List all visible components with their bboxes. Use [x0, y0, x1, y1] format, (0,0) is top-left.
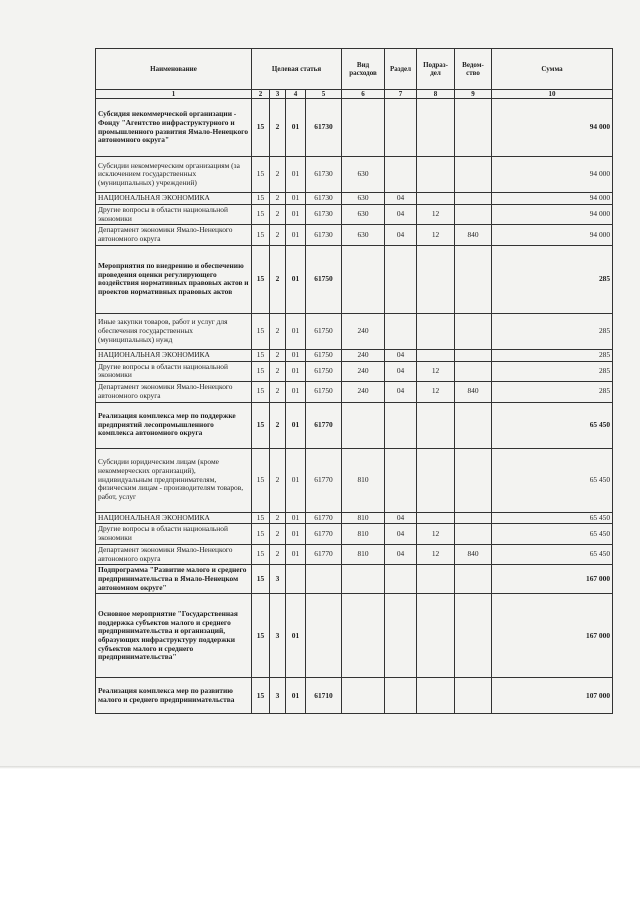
column-number: 3 [270, 90, 286, 99]
target-activity: 01 [286, 524, 306, 544]
subsection-cell [417, 678, 455, 714]
table-row [96, 594, 613, 678]
amount-cell: 65 450 [492, 544, 613, 564]
department-cell [455, 361, 492, 381]
target-activity: 01 [286, 349, 306, 361]
table-body [96, 99, 613, 714]
column-number: 6 [342, 90, 385, 99]
subsection-cell [417, 402, 455, 448]
target-activity: 01 [286, 225, 306, 245]
expense-type-cell [342, 565, 385, 594]
header-section: Раздел [385, 49, 417, 90]
column-number: 2 [252, 90, 270, 99]
target-program: 15 [252, 225, 270, 245]
expense-type-cell: 810 [342, 448, 385, 512]
expense-type-cell: 240 [342, 313, 385, 349]
target-direction: 61730 [306, 99, 342, 157]
column-number-row [96, 90, 613, 99]
row-name: Департамент экономики Ямало-Ненецкого автономного округа [96, 225, 252, 245]
row-name: Основное мероприятие "Государственная поддержка субъектов малого и среднего предпринимательства и организаций, образующих инфраструктуру поддержки субъектов малого и среднего предпринимательства" [96, 594, 252, 678]
subsection-cell: 12 [417, 544, 455, 564]
amount-cell: 285 [492, 361, 613, 381]
section-cell [385, 402, 417, 448]
target-subprogram: 2 [270, 382, 286, 402]
target-activity: 01 [286, 448, 306, 512]
amount-cell: 167 000 [492, 594, 613, 678]
table-header-row [96, 49, 613, 90]
table-row [96, 204, 613, 224]
row-name: Иные закупки товаров, работ и услуг для обеспечения государственных (муниципальных) нужд [96, 313, 252, 349]
department-cell [455, 678, 492, 714]
department-cell [455, 594, 492, 678]
subsection-cell [417, 313, 455, 349]
target-program: 15 [252, 524, 270, 544]
target-subprogram: 2 [270, 313, 286, 349]
target-activity: 01 [286, 361, 306, 381]
row-name: Субсидии некоммерческим организациям (за исключением государственных (муниципальных) учреждений) [96, 157, 252, 193]
target-subprogram: 2 [270, 512, 286, 524]
table-row [96, 349, 613, 361]
subsection-cell [417, 594, 455, 678]
target-activity: 01 [286, 382, 306, 402]
section-cell: 04 [385, 382, 417, 402]
table-row [96, 361, 613, 381]
target-activity: 01 [286, 204, 306, 224]
column-number: 1 [96, 90, 252, 99]
subsection-cell: 12 [417, 204, 455, 224]
table-row [96, 512, 613, 524]
target-activity: 01 [286, 245, 306, 313]
column-number: 4 [286, 90, 306, 99]
subsection-cell [417, 565, 455, 594]
row-name: Подпрограмма "Развитие малого и среднего предпринимательства в Ямало-Ненецком автономном округе" [96, 565, 252, 594]
subsection-cell [417, 193, 455, 205]
expense-type-cell [342, 99, 385, 157]
department-cell [455, 193, 492, 205]
expense-type-cell: 810 [342, 544, 385, 564]
amount-cell: 65 450 [492, 512, 613, 524]
target-direction: 61730 [306, 225, 342, 245]
section-cell [385, 245, 417, 313]
subsection-cell [417, 512, 455, 524]
subsection-cell: 12 [417, 225, 455, 245]
section-cell [385, 157, 417, 193]
target-program: 15 [252, 245, 270, 313]
expense-type-cell [342, 678, 385, 714]
row-name: Реализация комплекса мер по развитию малого и среднего предпринимательства [96, 678, 252, 714]
target-activity: 01 [286, 99, 306, 157]
expense-type-cell: 630 [342, 225, 385, 245]
target-program: 15 [252, 448, 270, 512]
row-name: Другие вопросы в области национальной экономики [96, 204, 252, 224]
department-cell: 840 [455, 544, 492, 564]
subsection-cell [417, 157, 455, 193]
row-name: Другие вопросы в области национальной экономики [96, 524, 252, 544]
target-subprogram: 3 [270, 678, 286, 714]
department-cell: 840 [455, 225, 492, 245]
target-direction: 61750 [306, 349, 342, 361]
section-cell [385, 448, 417, 512]
subsection-cell: 12 [417, 524, 455, 544]
target-activity: 01 [286, 678, 306, 714]
amount-cell: 285 [492, 313, 613, 349]
column-number: 10 [492, 90, 613, 99]
amount-cell: 65 450 [492, 402, 613, 448]
amount-cell: 65 450 [492, 524, 613, 544]
row-name: НАЦИОНАЛЬНАЯ ЭКОНОМИКА [96, 193, 252, 205]
table-row [96, 448, 613, 512]
target-activity: 01 [286, 193, 306, 205]
target-subprogram: 2 [270, 361, 286, 381]
department-cell [455, 565, 492, 594]
expense-type-cell: 240 [342, 361, 385, 381]
target-program: 15 [252, 544, 270, 564]
row-name: НАЦИОНАЛЬНАЯ ЭКОНОМИКА [96, 512, 252, 524]
header-subsection: Подраз-дел [417, 49, 455, 90]
column-number: 9 [455, 90, 492, 99]
row-name: Субсидия некоммерческой организации - Фонду "Агентство инфраструктурного и промышленного развития Ямало-Ненецкого автономного округа" [96, 99, 252, 157]
department-cell [455, 99, 492, 157]
target-program: 15 [252, 349, 270, 361]
target-program: 15 [252, 594, 270, 678]
amount-cell: 94 000 [492, 193, 613, 205]
amount-cell: 285 [492, 382, 613, 402]
header-name: Наименование [96, 49, 252, 90]
amount-cell: 94 000 [492, 204, 613, 224]
target-subprogram: 2 [270, 204, 286, 224]
target-program: 15 [252, 361, 270, 381]
target-direction: 61710 [306, 678, 342, 714]
expense-type-cell: 240 [342, 349, 385, 361]
amount-cell: 94 000 [492, 225, 613, 245]
section-cell: 04 [385, 225, 417, 245]
department-cell [455, 349, 492, 361]
table-row [96, 193, 613, 205]
target-direction: 61730 [306, 157, 342, 193]
amount-cell: 65 450 [492, 448, 613, 512]
target-subprogram: 2 [270, 193, 286, 205]
target-activity: 01 [286, 313, 306, 349]
target-direction: 61730 [306, 204, 342, 224]
target-direction: 61750 [306, 361, 342, 381]
target-direction: 61750 [306, 382, 342, 402]
target-program: 15 [252, 204, 270, 224]
row-name: Департамент экономики Ямало-Ненецкого автономного округа [96, 382, 252, 402]
row-name: Реализация комплекса мер по поддержке предприятий лесопромышленного комплекса автономного округа [96, 402, 252, 448]
row-name: Мероприятия по внедрению и обеспечению проведения оценки регулирующего воздействия нормативных правовых актов и проектов нормативных правовых актов [96, 245, 252, 313]
target-subprogram: 2 [270, 225, 286, 245]
header-target-article: Целевая статья [252, 49, 342, 90]
target-direction: 61770 [306, 402, 342, 448]
header-amount: Сумма [492, 49, 613, 90]
target-direction: 61730 [306, 193, 342, 205]
expense-type-cell [342, 402, 385, 448]
target-activity: 01 [286, 402, 306, 448]
department-cell: 840 [455, 382, 492, 402]
section-cell: 04 [385, 512, 417, 524]
subsection-cell: 12 [417, 382, 455, 402]
table-row [96, 524, 613, 544]
target-direction: 61770 [306, 544, 342, 564]
target-direction: 61750 [306, 313, 342, 349]
target-program: 15 [252, 99, 270, 157]
target-subprogram: 3 [270, 565, 286, 594]
target-subprogram: 2 [270, 245, 286, 313]
expense-type-cell [342, 594, 385, 678]
header-department: Ведом-ство [455, 49, 492, 90]
table-row [96, 382, 613, 402]
section-cell [385, 594, 417, 678]
amount-cell: 107 000 [492, 678, 613, 714]
target-program: 15 [252, 402, 270, 448]
target-program: 15 [252, 565, 270, 594]
target-subprogram: 2 [270, 544, 286, 564]
department-cell [455, 313, 492, 349]
department-cell [455, 157, 492, 193]
budget-table [95, 48, 613, 714]
table-row [96, 225, 613, 245]
target-subprogram: 2 [270, 524, 286, 544]
target-direction: 61770 [306, 512, 342, 524]
subsection-cell [417, 349, 455, 361]
target-program: 15 [252, 157, 270, 193]
header-expense-type: Вид расходов [342, 49, 385, 90]
column-number: 7 [385, 90, 417, 99]
target-program: 15 [252, 193, 270, 205]
target-subprogram: 2 [270, 99, 286, 157]
target-activity: 01 [286, 594, 306, 678]
section-cell: 04 [385, 204, 417, 224]
expense-type-cell: 810 [342, 512, 385, 524]
target-subprogram: 2 [270, 402, 286, 448]
expense-type-cell [342, 245, 385, 313]
row-name: Департамент экономики Ямало-Ненецкого автономного округа [96, 544, 252, 564]
table-row [96, 313, 613, 349]
section-cell [385, 99, 417, 157]
table-row [96, 245, 613, 313]
subsection-cell [417, 99, 455, 157]
expense-type-cell: 240 [342, 382, 385, 402]
amount-cell: 94 000 [492, 99, 613, 157]
subsection-cell: 12 [417, 361, 455, 381]
amount-cell: 167 000 [492, 565, 613, 594]
target-activity: 01 [286, 512, 306, 524]
column-number: 5 [306, 90, 342, 99]
section-cell: 04 [385, 544, 417, 564]
target-program: 15 [252, 382, 270, 402]
target-program: 15 [252, 678, 270, 714]
target-subprogram: 2 [270, 448, 286, 512]
subsection-cell [417, 245, 455, 313]
row-name: Субсидии юридическим лицам (кроме некоммерческих организаций), индивидуальным предпринимателям, физическим лицам - производителям товаров, работ, услуг [96, 448, 252, 512]
amount-cell: 285 [492, 245, 613, 313]
section-cell: 04 [385, 524, 417, 544]
section-cell: 04 [385, 349, 417, 361]
target-program: 15 [252, 313, 270, 349]
amount-cell: 285 [492, 349, 613, 361]
target-subprogram: 3 [270, 594, 286, 678]
target-activity [286, 565, 306, 594]
expense-type-cell: 630 [342, 193, 385, 205]
column-number: 8 [417, 90, 455, 99]
target-direction: 61770 [306, 448, 342, 512]
subsection-cell [417, 448, 455, 512]
section-cell: 04 [385, 361, 417, 381]
department-cell [455, 204, 492, 224]
section-cell: 04 [385, 193, 417, 205]
section-cell [385, 313, 417, 349]
target-direction: 61750 [306, 245, 342, 313]
expense-type-cell: 810 [342, 524, 385, 544]
target-subprogram: 2 [270, 349, 286, 361]
target-activity: 01 [286, 157, 306, 193]
expense-type-cell: 630 [342, 204, 385, 224]
scan-edge [0, 766, 640, 769]
row-name: Другие вопросы в области национальной экономики [96, 361, 252, 381]
table-row [96, 544, 613, 564]
target-subprogram: 2 [270, 157, 286, 193]
target-direction [306, 565, 342, 594]
row-name: НАЦИОНАЛЬНАЯ ЭКОНОМИКА [96, 349, 252, 361]
table-row [96, 99, 613, 157]
table-row [96, 157, 613, 193]
table-row [96, 565, 613, 594]
department-cell [455, 448, 492, 512]
target-direction [306, 594, 342, 678]
section-cell [385, 678, 417, 714]
department-cell [455, 512, 492, 524]
department-cell [455, 524, 492, 544]
target-program: 15 [252, 512, 270, 524]
section-cell [385, 565, 417, 594]
target-activity: 01 [286, 544, 306, 564]
expense-type-cell: 630 [342, 157, 385, 193]
department-cell [455, 402, 492, 448]
amount-cell: 94 000 [492, 157, 613, 193]
target-direction: 61770 [306, 524, 342, 544]
table-row [96, 678, 613, 714]
department-cell [455, 245, 492, 313]
table-row [96, 402, 613, 448]
